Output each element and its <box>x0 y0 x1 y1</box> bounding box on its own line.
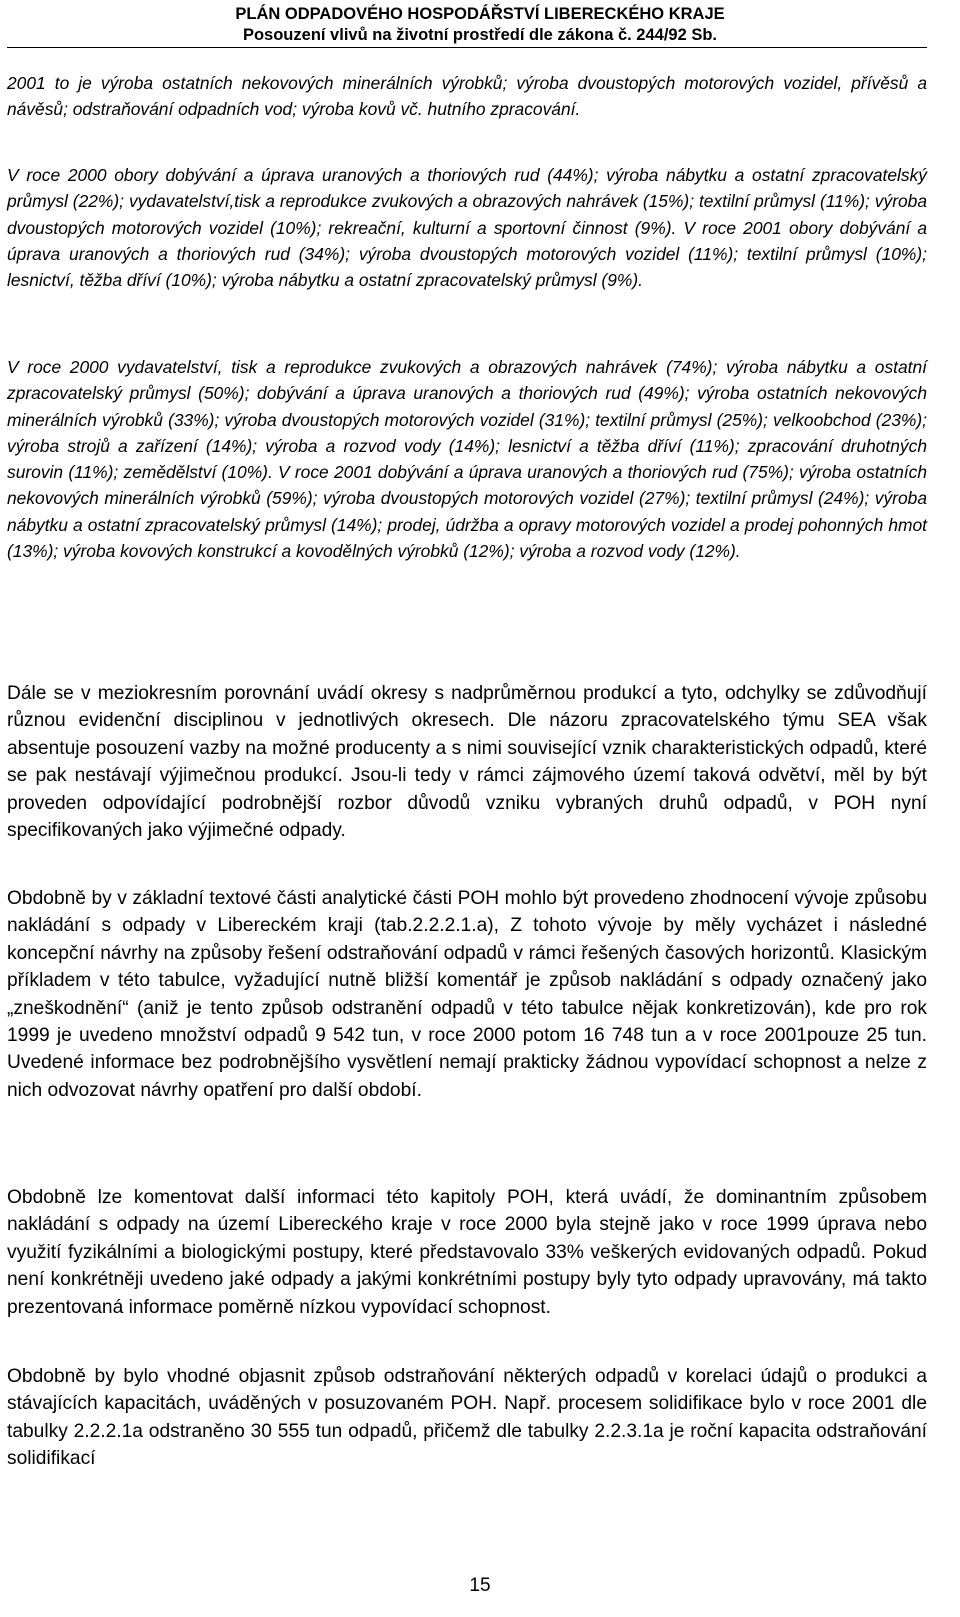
header-title: PLÁN ODPADOVÉHO HOSPODÁŘSTVÍ LIBERECKÉHO KRAJE <box>235 5 725 23</box>
body-paragraph: Obdobně by v základní textové části analytické části POH mohlo být provedeno zhodnocení vývoje způsobu nakládání s odpady v Libereckém kraji (tab.2.2.2.1.a), Z tohoto vývoje by měly vycházet i následné koncepční návrhy na způsoby řešení odstraňování odpadů v rámci řešených časových horizontů. Klasickým příkladem v této tabulce, vyžadující nutně bližší komentář je způsob nakládání s odpady označený jako „zneškodnění“ (aniž je tento způsob odstranění odpadů v této tabulce nějak konkretizován), kde pro rok 1999 je uvedeno množství odpadů 9 542 tun, v roce 2000 potom 16 748 tun a v roce 2001pouze 25 tun. Uvedené informace bez podrobnějšího vysvětlení nemají prakticky žádnou vypovídací schopnost a nelze z nich odvozovat návrhy opatření pro další období. <box>7 888 927 1101</box>
body-paragraph: Obdobně by bylo vhodné objasnit způsob odstraňování některých odpadů v korelaci údajů o produkci a stávajících kapacitách, uváděných v posuzovaném POH. Např. procesem solidifikace bylo v roce 2001 dle tabulky 2.2.2.1a odstraněno 30 555 tun odpadů, přičemž dle tabulky 2.2.3.1a je roční kapacita odstraňování solidifikací <box>7 1366 927 1470</box>
italic-paragraph: V roce 2000 vydavatelství, tisk a reprodukce zvukových a obrazových nahrávek (74%); výroba nábytku a ostatní zpracovatelský průmysl (50%); dobývání a úprava uranových a thoriových rud (49%); výroba ostatních nekovových minerálních výrobků (33%); výroba dvoustopých motorových vozidel (31%); textilní průmysl (25%); velkoobchod (23%); výroba strojů a zařízení (14%); výroba a rozvod vody (14%); lesnictví a těžba dříví (11%); zpracování druhotných surovin (11%); zemědělství (10%). V roce 2001 dobývání a úprava uranových a thoriových rud (75%); výroba ostatních nekovových minerálních výrobků (59%); výroba dvoustopých motorových vozidel (27%); textilní průmysl (24%); výroba nábytku a ostatní zpracovatelský průmysl (14%); prodej, údržba a opravy motorových vozidel a prodej pohonných hmot (13%); výroba kovových konstrukcí a kovodělných výrobků (12%); výroba a rozvod vody (12%). <box>7 357 927 562</box>
page-number: 15 <box>469 1575 491 1596</box>
body-paragraph: Dále se v meziokresním porovnání uvádí okresy s nadprůměrnou produkcí a tyto, odchylky se zdůvodňují různou evidenční disciplinou v jednotlivých okresech. Dle názoru zpracovatelského týmu SEA však absentuje posouzení vazby na možné producenty a s nimi související vznik charakteristických odpadů, které se pak nestávají výjimečnou produkcí. Jsou-li tedy v rámci zájmového území taková odvětví, měl by být proveden odpovídající podrobnější rozbor důvodů vzniku vybraných druhů odpadů, v POH nyní specifikovaných jako výjimečné odpady. <box>7 683 927 842</box>
italic-paragraph: V roce 2000 obory dobývání a úprava uranových a thoriových rud (44%); výroba nábytku a ostatní zpracovatelský průmysl (22%); vydavatelství,tisk a reprodukce zvukových a obrazových nahrávek (15%); textilní průmysl (11%); výroba dvoustopých motorových vozidel (10%); rekreační, kulturní a sportovní činnost (9%). V roce 2001 obory dobývání a úprava uranových a thoriových rud (34%); výroba dvoustopých motorových vozidel (11%); textilní průmysl (10%); lesnictví, těžba dříví (10%); výroba nábytku a ostatní zpracovatelský průmysl (9%). <box>7 165 927 291</box>
document-header <box>0 4 960 46</box>
header-divider <box>7 47 927 48</box>
body-paragraph: Obdobně lze komentovat další informaci této kapitoly POH, která uvádí, že dominantním způsobem nakládání s odpady na území Libereckého kraje v roce 2000 byla stejně jako v roce 1999 úprava nebo využití fyzikálními a biologickými postupy, které představovalo 33% veškerých evidovaných odpadů. Pokud není konkrétněji uvedeno jaké odpady a jakými konkrétními postupy byly tyto odpady upravovány, má takto prezentovaná informace poměrně nízkou vypovídací schopnost. <box>7 1187 927 1318</box>
italic-paragraph: 2001 to je výroba ostatních nekovových minerálních výrobků; výroba dvoustopých motorových vozidel, přívěsů a návěsů; odstraňování odpadních vod; výroba kovů vč. hutního zpracování. <box>7 73 927 120</box>
header-subtitle: Posouzení vlivů na životní prostředí dle zákona č. 244/92 Sb. <box>242 26 718 44</box>
